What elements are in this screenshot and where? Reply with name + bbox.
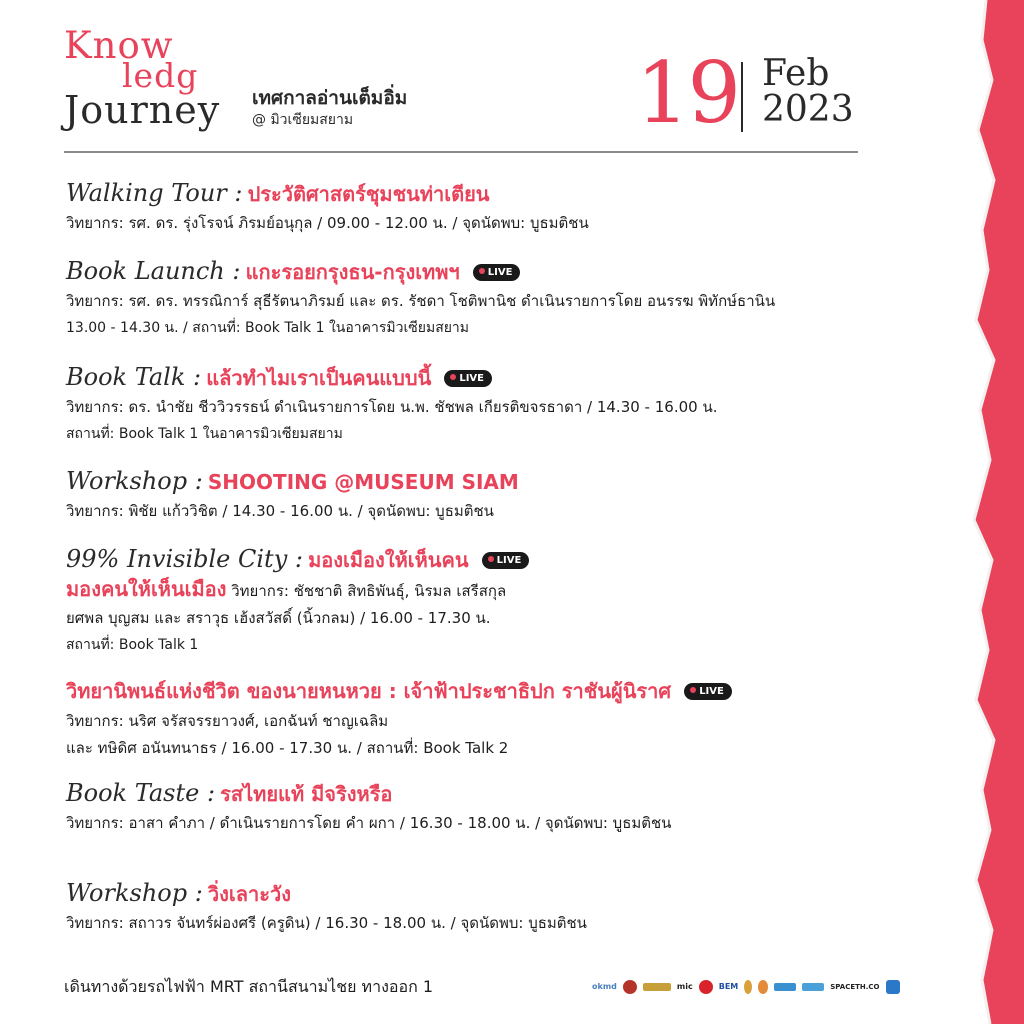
sponsor-crest-icon: [744, 980, 752, 994]
festival-venue: @ มิวเซียมสยาม: [252, 112, 354, 128]
event-title-continued: มองคนให้เห็นเมือง: [66, 577, 227, 601]
event-type: Workshop :: [66, 879, 203, 907]
event-title: ประวัติศาสตร์ชุมชนท่าเตียน: [247, 182, 490, 206]
sponsor-script-logo-icon: [643, 983, 671, 991]
event-type: Book Talk :: [66, 363, 202, 391]
event-book-launch: [66, 254, 966, 342]
date-day: 19: [636, 44, 739, 142]
sponsor-blue-logo-icon: [774, 983, 796, 991]
event-detail: วิทยากร: พิชัย แก้ววิชิต / 14.30 - 16.00 น. / จุดนัดพบ: บูธมติชน: [66, 502, 494, 520]
event-type: Workshop :: [66, 467, 203, 495]
sponsor-shield-icon: [886, 980, 900, 994]
knowledge-journey-logo: [64, 26, 264, 136]
event-type: 99% Invisible City :: [66, 545, 303, 573]
sponsor-torch-icon: [758, 980, 768, 994]
event-title: รสไทยแท้ มีจริงหรือ: [220, 782, 393, 806]
live-dot-icon: [450, 374, 456, 380]
event-type: Walking Tour :: [66, 179, 243, 207]
event-workshop-palace-run: [66, 876, 966, 937]
event-thesis-of-life: [66, 674, 966, 762]
date-year: 2023: [762, 89, 854, 130]
event-detail: วิทยากร: รศ. ดร. รุ่งโรจน์ ภิรมย์อนุกุล / 09.00 - 12.00 น. / จุดนัดพบ: บูธมติชน: [66, 214, 589, 232]
event-detail: วิทยากร: ดร. นำชัย ชีววิวรรธน์ ดำเนินรายการโดย น.พ. ชัชพล เกียรติขจรธาดา / 14.30 - 16.00 น.: [66, 398, 718, 416]
event-title: วิ่งเลาะวัง: [207, 882, 291, 906]
live-dot-icon: [479, 268, 485, 274]
festival-title: เทศกาลอ่านเต็มอิ่ม: [252, 87, 408, 109]
sponsor-bem-logo: BEM: [718, 982, 739, 991]
event-detail: วิทยากร: สถาวร จันทร์ผ่องศรี (ครูดิน) / 16.30 - 18.00 น. / จุดนัดพบ: บูธมติชน: [66, 914, 587, 932]
event-detail: สถานที่: Book Talk 1: [66, 637, 199, 653]
sponsor-mic-logo: mic: [676, 982, 693, 991]
torn-paper-edge: [964, 0, 1024, 1024]
event-workshop-shooting: [66, 464, 966, 525]
logo-line-2: ledg: [122, 56, 199, 95]
logo-line-3: Journey: [64, 88, 221, 132]
event-detail: ยศพล บุญสม และ สราวุธ เฮ้งสวัสดิ์ (นิ้วกลม) / 16.00 - 17.30 น.: [66, 609, 491, 627]
sponsor-logos: [592, 976, 900, 998]
event-detail: วิทยากร: รศ. ดร. ทรรณิการ์ สุธีรัตนาภิรมย์ และ ดร. รัชดา โชติพานิช ดำเนินรายการโดย อนรรฆ พิทักษ์ธานิน: [66, 292, 776, 310]
date-separator: [741, 62, 743, 132]
event-detail: 13.00 - 14.30 น. / สถานที่: Book Talk 1 ในอาคารมิวเซียมสยาม: [66, 320, 470, 336]
live-dot-icon: [690, 687, 696, 693]
live-dot-icon: [488, 556, 494, 562]
event-detail: สถานที่: Book Talk 1 ในอาคารมิวเซียมสยาม: [66, 426, 343, 442]
event-book-talk: [66, 360, 966, 448]
event-walking-tour: [66, 176, 966, 237]
event-detail: วิทยากร: นริศ จรัสจรรยาวงศ์, เอกฉันท์ ชาญเฉลิม: [66, 712, 389, 730]
live-badge: LIVE: [444, 370, 492, 387]
transport-info: เดินทางด้วยรถไฟฟ้า MRT สถานีสนามไชย ทางออก 1: [64, 977, 434, 996]
sponsor-ytec-logo-icon: [802, 983, 824, 991]
event-type: Book Taste :: [66, 779, 216, 807]
header-divider: [64, 151, 858, 153]
sponsor-emblem-icon: [623, 980, 637, 994]
event-title: มองเมืองให้เห็นคน: [308, 548, 469, 572]
sponsor-spaceth-logo: SPACETH.CO: [830, 983, 880, 991]
event-title: แกะรอยกรุงธน-กรุงเทพฯ: [245, 260, 460, 284]
live-badge: LIVE: [482, 552, 530, 569]
event-detail: วิทยากร: ชัชชาติ สิทธิพันธุ์, นิรมล เสรีสกุล: [231, 582, 507, 600]
event-title: วิทยานิพนธ์แห่งชีวิต ของนายหนหวย : เจ้าฟ้าประชาธิปก ราชันผู้นิราศ: [66, 679, 672, 703]
logo-line-1: Know: [64, 24, 174, 67]
sponsor-okmd-logo: okmd: [592, 982, 617, 991]
live-badge: LIVE: [684, 683, 732, 700]
event-book-taste: [66, 776, 966, 837]
sponsor-red-circle-icon: [699, 980, 713, 994]
event-detail: วิทยากร: อาสา คำภา / ดำเนินรายการโดย คำ ผกา / 16.30 - 18.00 น. / จุดนัดพบ: บูธมติชน: [66, 814, 672, 832]
live-badge: LIVE: [473, 264, 521, 281]
event-detail: และ ทษิดิศ อนันทนาธร / 16.00 - 17.30 น. / สถานที่: Book Talk 2: [66, 739, 509, 757]
event-invisible-city: [66, 542, 966, 659]
event-type: Book Launch :: [66, 257, 241, 285]
event-title: SHOOTING @MUSEUM SIAM: [207, 470, 519, 494]
event-title: แล้วทำไมเราเป็นคนแบบนี้: [206, 366, 432, 390]
date-month: Feb: [762, 53, 830, 94]
